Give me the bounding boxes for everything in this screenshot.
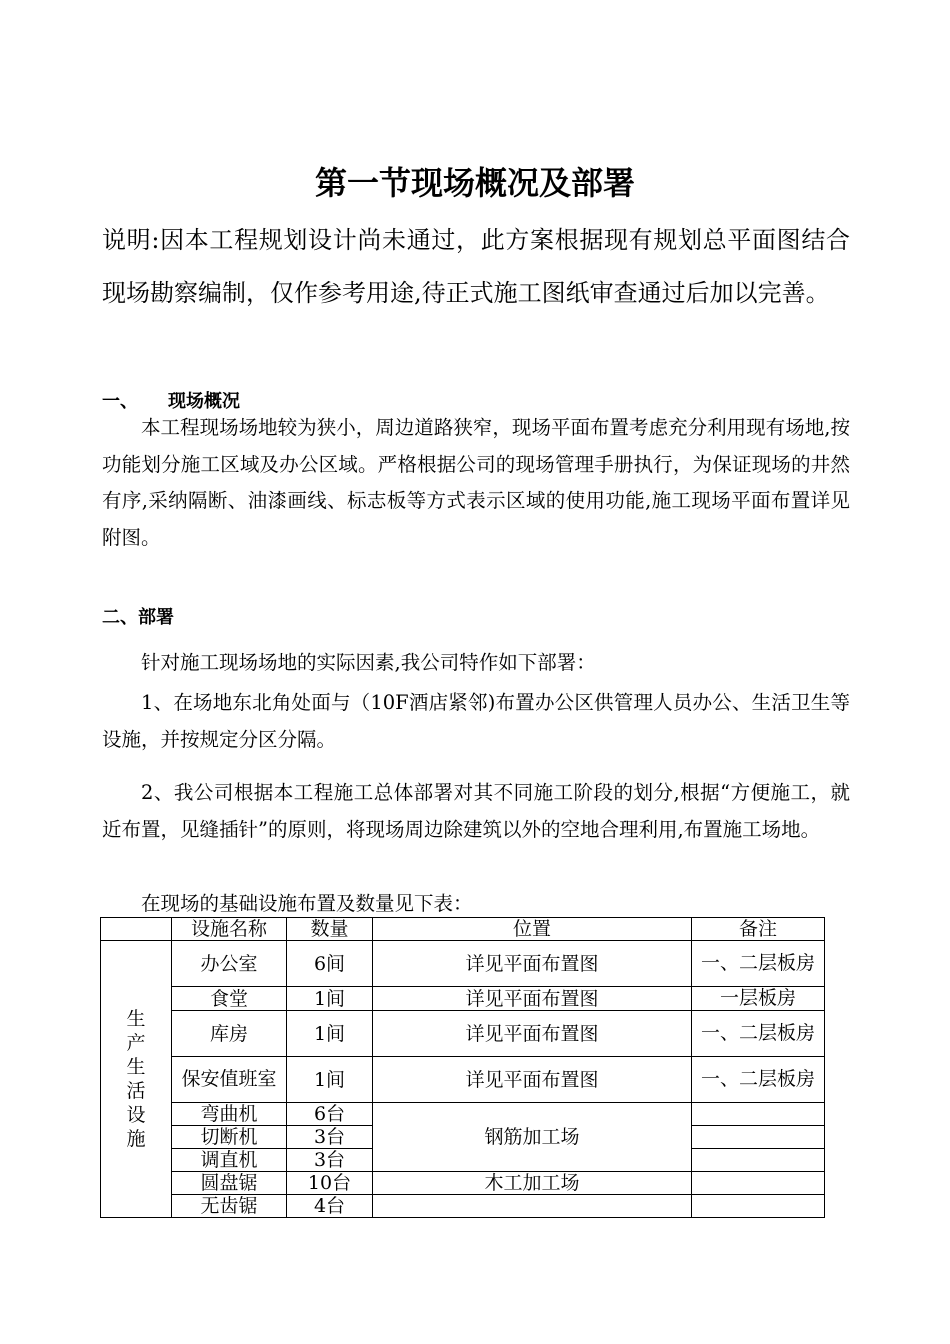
cell-quantity: 4台 (287, 1195, 373, 1218)
cell-remark (692, 1103, 825, 1126)
section2-paragraph-3: 2、我公司根据本工程施工总体部署对其不同施工阶段的划分,根据“方便施工，就近布置，见缝插针”的原则，将现场周边除建筑以外的空地合理利用,布置施工场地。 (102, 781, 850, 841)
cell-name: 保安值班室 (172, 1057, 287, 1103)
cell-remark (692, 1195, 825, 1218)
cell-name: 调直机 (172, 1149, 287, 1172)
cell-quantity: 6间 (287, 941, 373, 987)
cell-name: 食堂 (172, 987, 287, 1011)
cell-remark (692, 1172, 825, 1195)
table-row (101, 1103, 825, 1126)
cell-location (373, 1195, 692, 1218)
cell-quantity: 1间 (287, 1057, 373, 1103)
cell-quantity: 6台 (287, 1103, 373, 1126)
cell-location: 详见平面布置图 (373, 941, 692, 987)
table-header-row (101, 918, 825, 941)
cell-name: 无齿锯 (172, 1195, 287, 1218)
cell-name: 办公室 (172, 941, 287, 987)
cell-location: 木工加工场 (373, 1172, 692, 1195)
cell-name: 圆盘锯 (172, 1172, 287, 1195)
cell-location: 详见平面布置图 (373, 987, 692, 1011)
header-remark: 备注 (692, 918, 825, 941)
cell-remark: 一、二层板房 (692, 1057, 825, 1103)
group-label: 生 产 生 活 设 施 (101, 941, 172, 1218)
table-row (101, 1011, 825, 1057)
header-quantity: 数量 (287, 918, 373, 941)
cell-remark: 一、二层板房 (692, 1011, 825, 1057)
table-row (101, 1057, 825, 1103)
note-paragraph: 说明:因本工程规划设计尚未通过，此方案根据现有规划总平面图结合现场勘察编制，仅作参考用途,待正式施工图纸审查通过后加以完善。 (102, 226, 850, 307)
section1-paragraph: 本工程现场场地较为狭小，周边道路狭窄，现场平面布置考虑充分利用现有场地,按功能划分施工区域及办公区域。严格根据公司的现场管理手册执行，为保证现场的井然有序,采纳隔断、油漆画线、标志板等方式表示区域的使用功能,施工现场平面布置详见附图。 (102, 416, 850, 549)
facility-table (100, 917, 825, 1218)
cell-remark: 一层板房 (692, 987, 825, 1011)
cell-location: 详见平面布置图 (373, 1057, 692, 1103)
cell-location: 详见平面布置图 (373, 1011, 692, 1057)
cell-quantity: 3台 (287, 1149, 373, 1172)
table-row (101, 987, 825, 1011)
cell-remark (692, 1149, 825, 1172)
table-row (101, 1172, 825, 1195)
page-title: 第一节现场概况及部署 (314, 164, 635, 203)
cell-remark (692, 1126, 825, 1149)
table-row (101, 941, 825, 987)
cell-quantity: 3台 (287, 1126, 373, 1149)
cell-quantity: 1间 (287, 1011, 373, 1057)
section1-title: 现场概况 (168, 391, 240, 412)
section2-paragraph-2: 1、在场地东北角处面与（10F酒店紧邻)布置办公区供管理人员办公、生活卫生等设施，并按规定分区分隔。 (102, 691, 850, 751)
cell-name: 弯曲机 (172, 1103, 287, 1126)
cell-remark: 一、二层板房 (692, 941, 825, 987)
cell-quantity: 10台 (287, 1172, 373, 1195)
table-row (101, 1195, 825, 1218)
header-name: 设施名称 (172, 918, 287, 941)
header-location: 位置 (373, 918, 692, 941)
section1-number: 一、 (102, 391, 138, 412)
cell-name: 库房 (172, 1011, 287, 1057)
section2-heading: 二、部署 (102, 607, 174, 628)
section2-paragraph-1: 针对施工现场场地的实际因素,我公司特作如下部署： (141, 651, 596, 674)
cell-location: 钢筋加工场 (373, 1103, 692, 1172)
header-blank (101, 918, 172, 941)
cell-quantity: 1间 (287, 987, 373, 1011)
table-intro: 在现场的基础设施布置及数量见下表： (141, 892, 473, 915)
cell-name: 切断机 (172, 1126, 287, 1149)
